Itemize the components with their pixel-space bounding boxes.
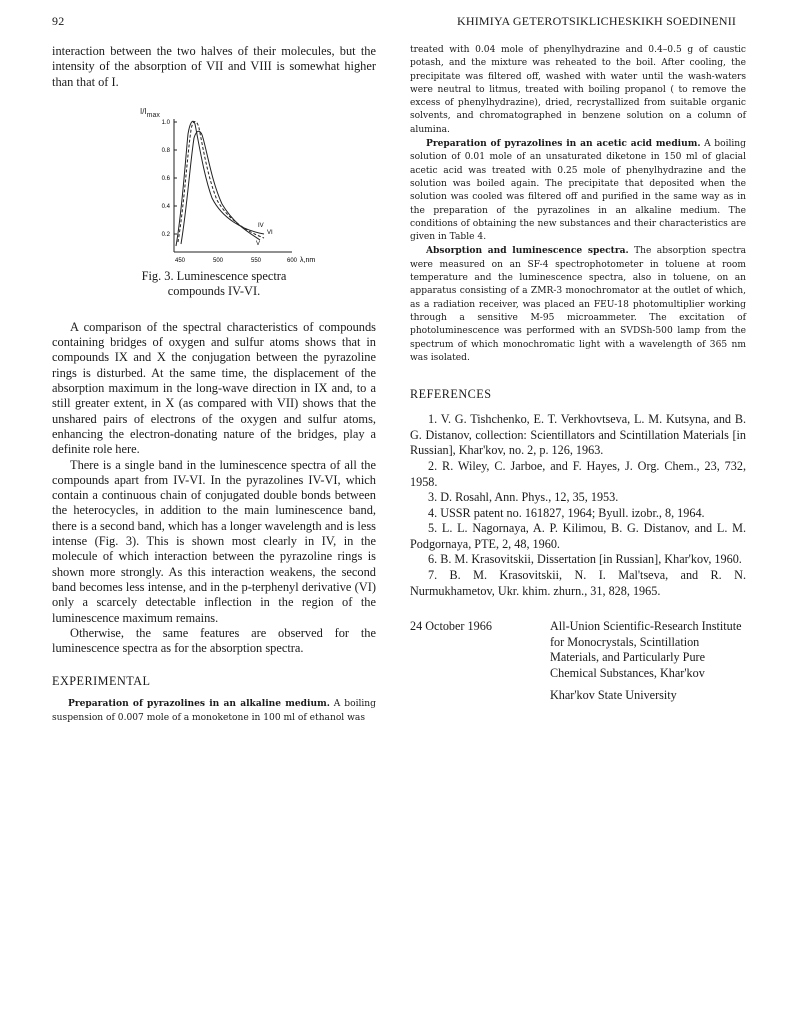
x-tick-label: 550 <box>250 257 262 264</box>
spectra-paragraph <box>410 244 746 365</box>
prep-alkaline-paragraph <box>52 697 376 725</box>
y-tick-label: 1.0 <box>161 119 170 126</box>
reference-item: 2. R. Wiley, C. Jarboe, and F. Hayes, J. Org. Chem., 23, 732, 1958. <box>410 458 746 489</box>
right-column <box>410 44 746 703</box>
prep-acetic-text: A boiling solution of 0.01 mole of an unsaturated diketone in 150 ml of glacial acetic acid was treated with 0.25 mole of phenylhydrazine and the solution was boiled again. The precipitate that deposited when the solution was cooled was filtered off and purified in the same way as in the preparation of the pyrazolines in an alkaline medium. The conditions of obtaining the new substances and their characteristics are given in Table 4. <box>410 139 746 243</box>
prep-acetic-paragraph <box>410 137 746 244</box>
x-tick-label: 450 <box>174 257 186 264</box>
reference-item: 7. B. M. Krasovitskii, N. I. Mal'tseva, and R. N. Nurmukhametov, Ukr. khim. zhurn., 31, 828, 1965. <box>410 568 746 598</box>
caption-line-1: Fig. 3. Luminescence spectra <box>141 268 287 283</box>
received-date: 24 October 1966 <box>410 619 492 634</box>
page-number: 92 <box>52 14 65 28</box>
reference-item: 3. D. Rosahl, Ann. Phys., 12, 35, 1953. <box>428 490 619 505</box>
references-list <box>410 412 746 599</box>
left-column <box>52 44 376 725</box>
running-header: KHIMIYA GETEROTSIKLICHESKIKH SOEDINENII <box>457 14 737 28</box>
curve-label-v: V <box>256 240 261 247</box>
x-axis-unit: λ,nm <box>300 256 316 264</box>
curve-label-iv: IV <box>258 222 264 229</box>
prep-acetic-title: Preparation of pyrazolines in an acetic acid medium. <box>426 138 701 150</box>
reference-item: 6. B. M. Krasovitskii, Dissertation [in Russian], Khar'kov, 1960. <box>428 552 742 567</box>
x-ticks <box>175 257 315 264</box>
luminescence-figure <box>52 94 376 269</box>
reference-item: 4. USSR patent no. 161827, 1964; Byull. izobr., 8, 1964. <box>428 505 705 520</box>
reference-item: 5. L. L. Nagornaya, A. P. Kilimou, B. G. Distanov, and L. M. Podgornaya, PTE, 2, 48, 1960. <box>410 521 746 551</box>
paragraph-otherwise: Otherwise, the same features are observed for the luminescence spectra as for the absorption spectra. <box>52 625 376 656</box>
curve-iv <box>176 121 264 246</box>
prep-alkaline-text: A boiling suspension of 0.007 mole of a monoketone in 100 ml of ethanol was <box>52 699 376 723</box>
prep-continuation: treated with 0.04 mole of phenylhydrazine and 0.4–0.5 g of caustic potash, and the mixture was reheated to the boil. After cooling, the precipitate was filtered off, washed with water until the wash-waters were neutral to litmus, treated with boiling propanol ( to remove the excess of phenylhydrazine), dried, recrystallized from suitable organic solvents, and chromatographed in benzene solution on a column of alumina. <box>410 45 746 135</box>
figure-caption <box>52 269 376 299</box>
y-tick-label: 0.6 <box>161 175 170 182</box>
y-tick-label: 0.4 <box>161 203 170 210</box>
affiliation-institute: All-Union Scientific-Research Institute for Monocrystals, Scintillation Materials, and Particularly Pure Chemical Substances, Khar'kov <box>550 619 742 681</box>
signature-block <box>410 619 746 703</box>
y-ticks <box>162 120 177 238</box>
curve-label-vi: VI <box>267 229 273 236</box>
intro-paragraph: interaction between the two halves of their molecules, but the intensity of the absorption of VII and VIII is somewhat higher than that of I. <box>52 44 376 89</box>
paragraph-luminescence: There is a single band in the luminescence spectra of all the compounds apart from IV-VI. In the pyrazolines IV-VI, which contain a continuous chain of conjugated double bonds between the heterocycles, in addition to the main luminescence band, there is a second band, which has a longer wavelength and is less intense (Fig. 3). This is shown most clearly in IV, in the molecule of which interaction between the pyrazoline rings is shown more strongly. As this interaction weakens, the second band becomes less intense, and in the p-terphenyl derivative (VI) only a scarcely detectable inflection in the region of the luminescence maximum remains. <box>52 457 376 625</box>
spectra-title: Absorption and luminescence spectra. <box>426 245 629 257</box>
prep-alkaline-title: Preparation of pyrazolines in an alkaline medium. <box>68 698 330 710</box>
x-tick-label: 600 <box>286 257 298 264</box>
spectra-text: The absorption spectra were measured on an SF-4 spectrophotometer in toluene at room temperature and the luminescence spectra, also in toluene, on an apparatus consisting of a ZMR-3 monochromator at the outlet of which, as a radiation receiver, was placed an FEU-18 photomultiplier working through a sensitive M-95 microammeter. The excitation of photoluminescence was performed with an SVDSh-500 lamp from the spectrum of which monochromatic light with a wavelength of 365 nm was isolated. <box>410 246 746 363</box>
experimental-heading: EXPERIMENTAL <box>52 674 151 689</box>
y-tick-label: 0.2 <box>161 231 170 238</box>
y-tick-label: 0.8 <box>161 147 170 154</box>
paragraph-comparison: A comparison of the spectral characteristics of compounds containing bridges of oxygen and sulfur atoms shows that in compounds IX and X the conjugation between the pyrazoline rings is disturbed. At the same time, the displacement of the absorption maximum in the long-wave direction in IX and, to a still greater extent, in X (as compared with VII) shows that the unshared pairs of electrons of the oxygen and sulfur atoms, enhancing the electron-donating nature of the bridges, play a definite role here. <box>52 319 376 457</box>
affiliations <box>550 619 746 703</box>
affiliation-university: Khar'kov State University <box>550 687 677 702</box>
x-tick-label: 500 <box>212 257 224 264</box>
references-heading: REFERENCES <box>410 387 492 402</box>
curve-v <box>181 131 260 244</box>
curve-vi <box>178 121 264 242</box>
y-axis-label: I/Imax <box>140 106 160 119</box>
caption-line-2: compounds IV-VI. <box>167 283 261 298</box>
reference-item: 1. V. G. Tishchenko, E. T. Verkhovtseva, L. M. Kutsyna, and B. G. Distanov, collection: Scientillators and Scintillation Materials [in Russian], Khar'kov, no. 2, p. 126, 1963. <box>410 412 746 458</box>
